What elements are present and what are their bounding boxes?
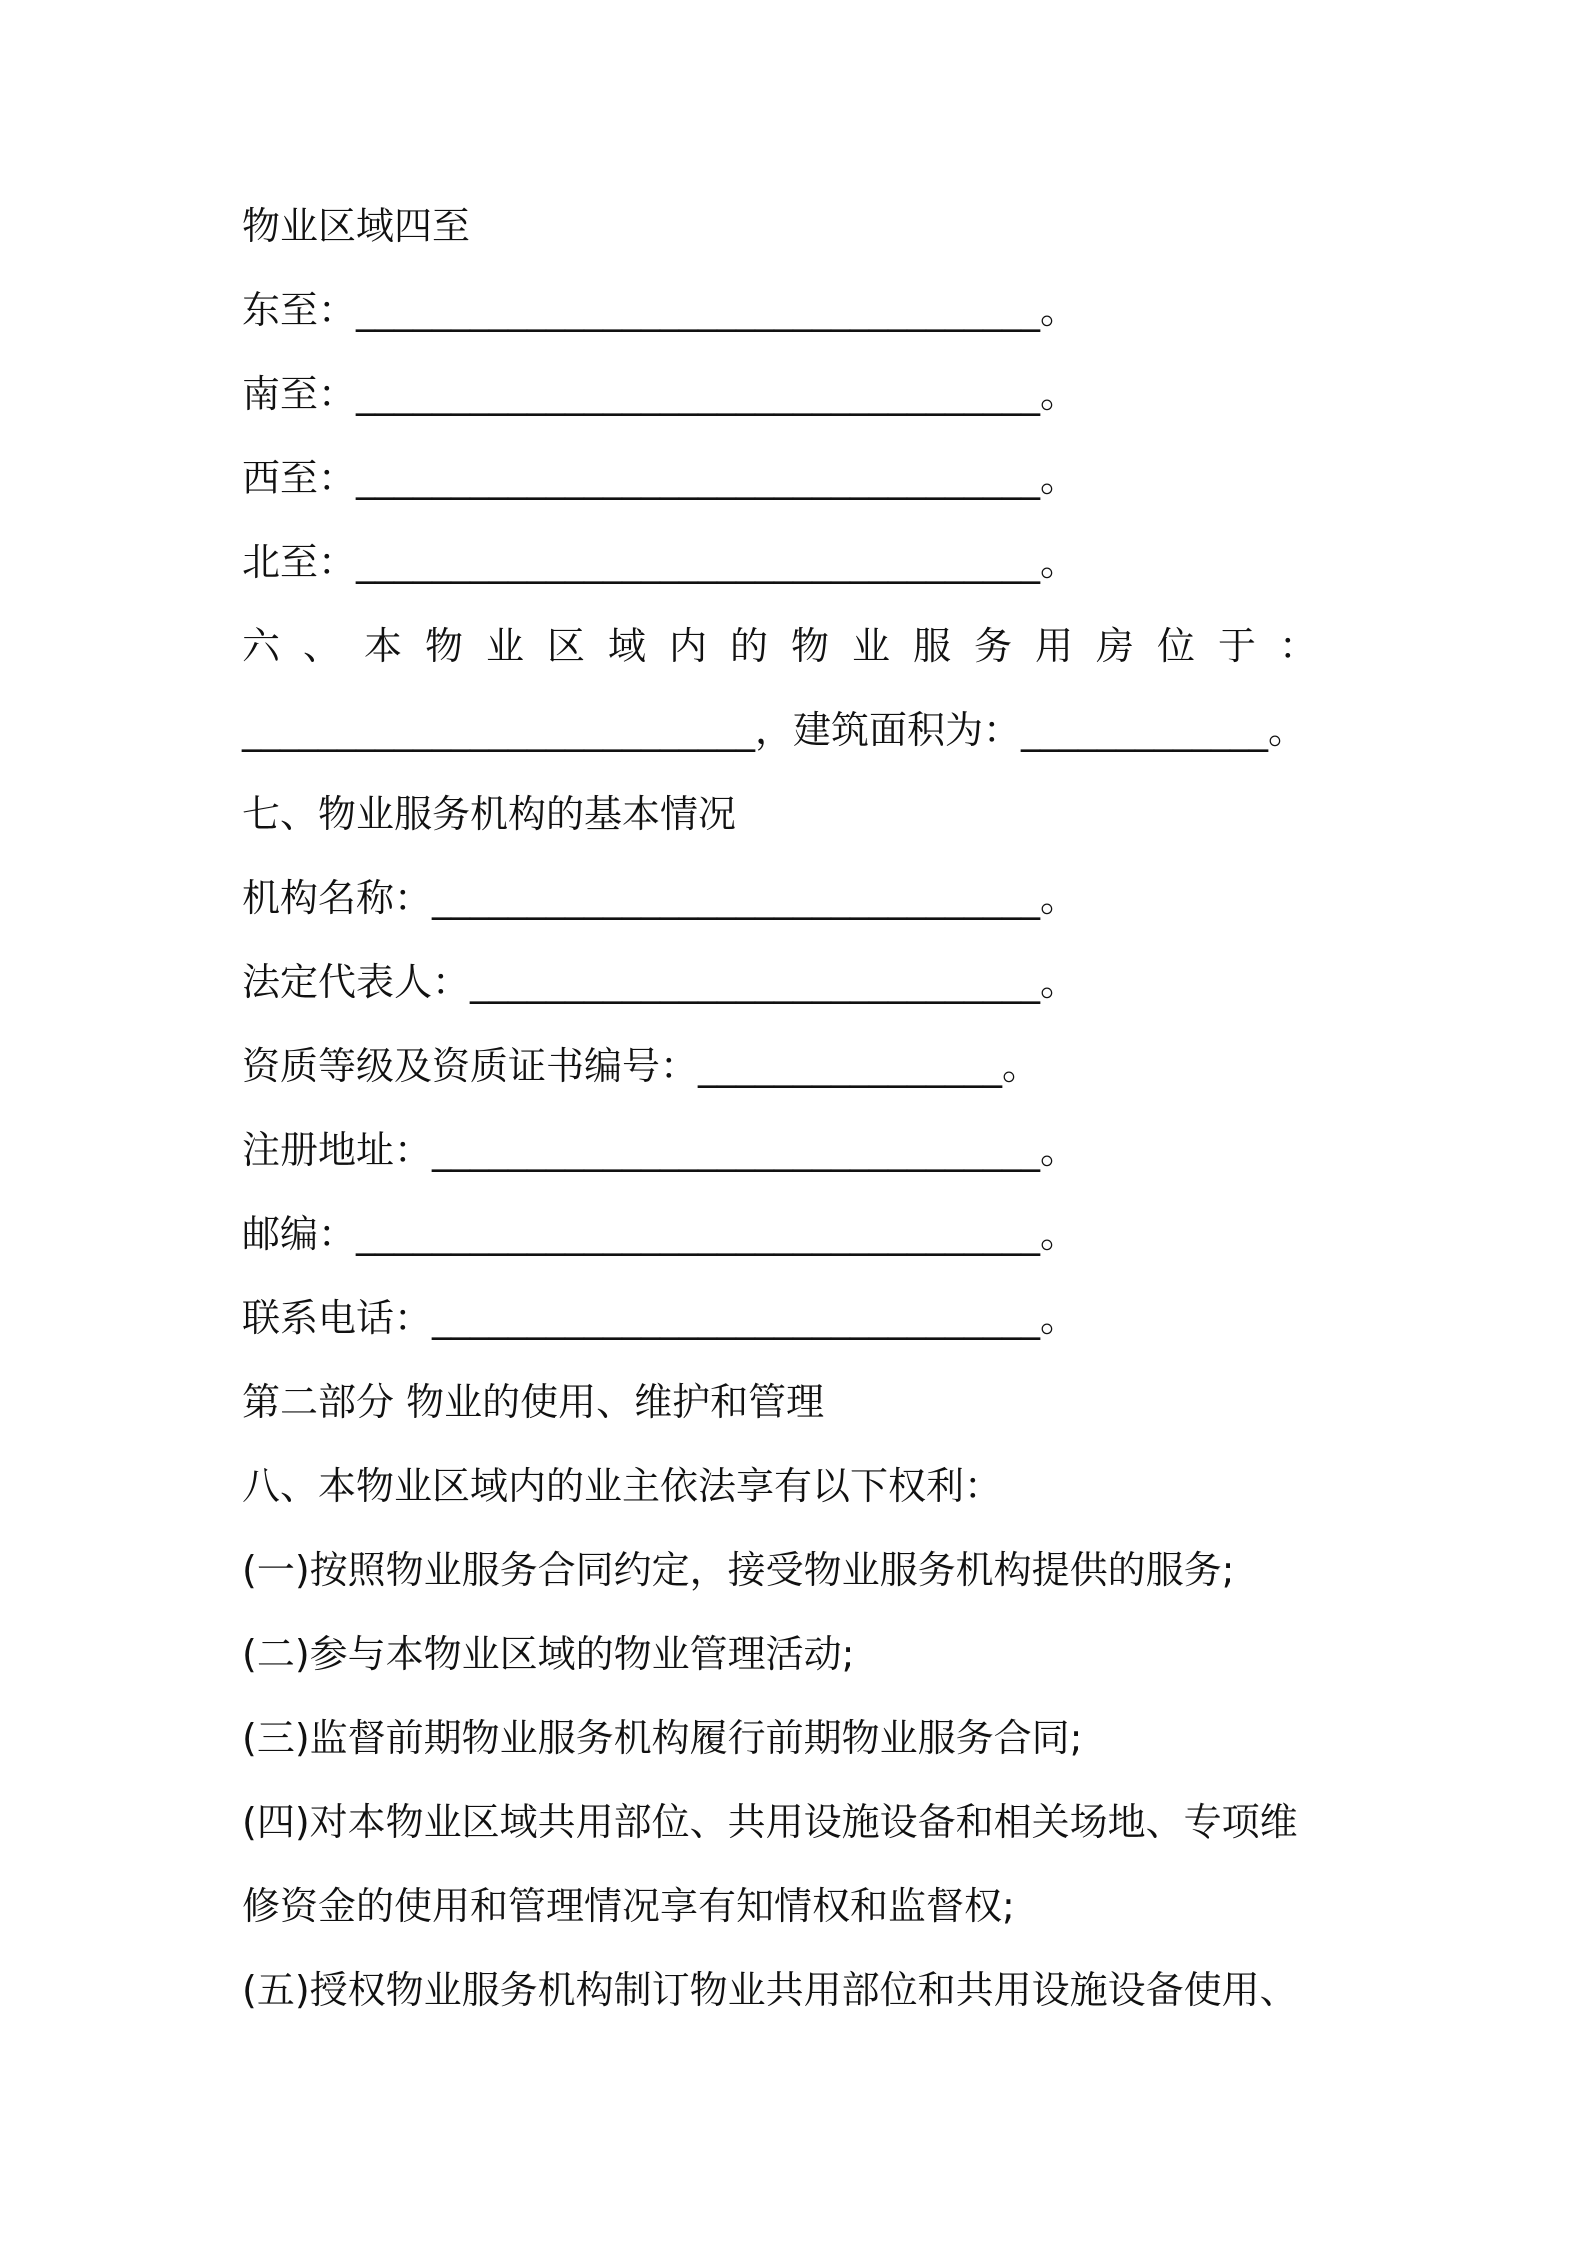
right-4-line: (四)对本物业区域共用部位、共用设施设备和相关场地、专项维 [242, 1800, 1298, 1844]
south-boundary-line: 南至：____________________________________。 [242, 372, 1079, 416]
agency-name-line: 机构名称：________________________________。 [242, 876, 1079, 920]
right-2-line: (二)参与本物业区域的物业管理活动; [242, 1632, 855, 1676]
right-5-line: (五)授权物业服务机构制订物业共用部位和共用设施设备使用、 [242, 1968, 1298, 2012]
section-7-heading: 七、物业服务机构的基本情况 [242, 792, 737, 836]
section-8-heading: 八、本物业区域内的业主依法享有以下权利： [242, 1464, 1003, 1508]
registered-address-line: 注册地址：________________________________。 [242, 1128, 1079, 1172]
postal-code-line: 邮编：____________________________________。 [242, 1212, 1079, 1256]
qualification-line: 资质等级及资质证书编号：________________。 [242, 1044, 1041, 1088]
east-boundary-line: 东至：____________________________________。 [242, 288, 1079, 332]
part-two-heading: 第二部分 物业的使用、维护和管理 [242, 1380, 825, 1424]
service-room-location-area-line: ___________________________，建筑面积为：_____________。 [242, 708, 1307, 752]
contact-phone-line: 联系电话：________________________________。 [242, 1296, 1079, 1340]
right-4-continuation-line: 修资金的使用和管理情况享有知情权和监督权; [242, 1884, 1015, 1928]
right-1-line: (一)按照物业服务合同约定，接受物业服务机构提供的服务; [242, 1548, 1235, 1592]
heading-property-boundaries: 物业区域四至 [242, 204, 471, 248]
legal-representative-line: 法定代表人：______________________________。 [242, 960, 1079, 1004]
right-3-line: (三)监督前期物业服务机构履行前期物业服务合同; [242, 1716, 1083, 1760]
section-6-service-room: 六、本物业区域内的物业服务用房位于： [242, 624, 1341, 668]
west-boundary-line: 西至：____________________________________。 [242, 456, 1079, 500]
north-boundary-line: 北至：____________________________________。 [242, 540, 1079, 584]
